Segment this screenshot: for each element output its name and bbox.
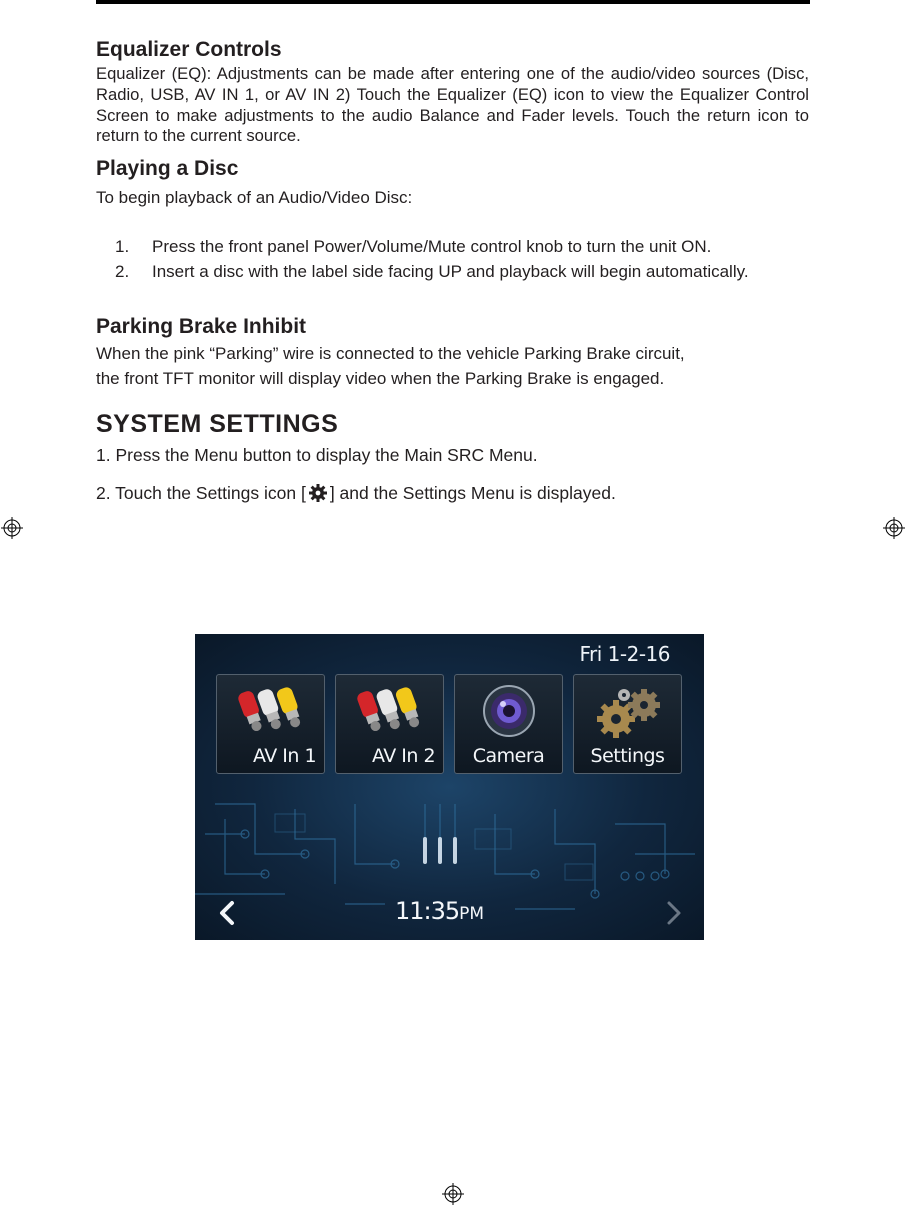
tile-label: AV In 2 (371, 745, 436, 767)
system-step-2-after: ] and the Settings Menu is displayed. (329, 483, 616, 504)
equalizer-body: Equalizer (EQ): Adjustments can be made after entering one of the audio/video sources (Disc, Radio, USB, AV IN 1, or AV IN 2) Touch the Equalizer (EQ) icon to view the Equalizer Control Screen to make adjustments to the audio Balance and Fader levels. Touch the return icon to return to the current source. (96, 64, 809, 146)
system-step-2-before: 2. Touch the Settings icon [ (96, 483, 306, 504)
chevron-left-icon[interactable] (217, 900, 237, 926)
parking-line-1: When the pink “Parking” wire is connected to the vehicle Parking Brake circuit, (96, 344, 685, 364)
manual-content (96, 36, 809, 505)
clock-ampm: PM (459, 904, 485, 924)
tile-label: Settings (590, 745, 665, 767)
step-number: 1. (115, 237, 130, 257)
top-rule (96, 0, 810, 4)
parking-heading: Parking Brake Inhibit (96, 315, 307, 339)
clock-display (395, 897, 484, 925)
step-text: Insert a disc with the label side facing UP and playback will begin automatically. (152, 262, 749, 282)
settings-gear-icon (308, 483, 328, 503)
system-step-2 (96, 481, 809, 505)
registration-mark-icon (883, 517, 905, 539)
disc-steps (96, 236, 809, 283)
list-item (96, 261, 809, 283)
step-number: 2. (115, 262, 130, 282)
head-unit-screen (195, 634, 704, 940)
chevron-right-icon[interactable] (664, 900, 684, 926)
tile-label: AV In 1 (252, 745, 317, 767)
tile-av-in-1[interactable] (216, 674, 325, 774)
gears-icon (588, 681, 668, 741)
tile-settings[interactable] (573, 674, 682, 774)
clock-time: 11:35 (395, 897, 460, 925)
tile-av-in-2[interactable] (335, 674, 444, 774)
rca-cable-icon (231, 681, 311, 741)
parking-line-2: the front TFT monitor will display video when the Parking Brake is engaged. (96, 369, 665, 389)
list-item (96, 236, 809, 258)
camera-lens-icon (469, 681, 549, 741)
disc-intro: To begin playback of an Audio/Video Disc: (96, 188, 413, 208)
registration-mark-icon (442, 1183, 464, 1205)
tile-label: Camera (472, 745, 545, 767)
date-display: Fri 1-2-16 (579, 642, 670, 666)
registration-mark-icon (1, 517, 23, 539)
system-settings-heading: SYSTEM SETTINGS (96, 410, 339, 439)
step-text: Press the front panel Power/Volume/Mute control knob to turn the unit ON. (152, 237, 712, 257)
rca-cable-icon (350, 681, 430, 741)
system-step-1: 1. Press the Menu button to display the Main SRC Menu. (96, 445, 538, 466)
disc-heading: Playing a Disc (96, 157, 239, 181)
tile-camera[interactable] (454, 674, 563, 774)
equalizer-heading: Equalizer Controls (96, 38, 282, 61)
